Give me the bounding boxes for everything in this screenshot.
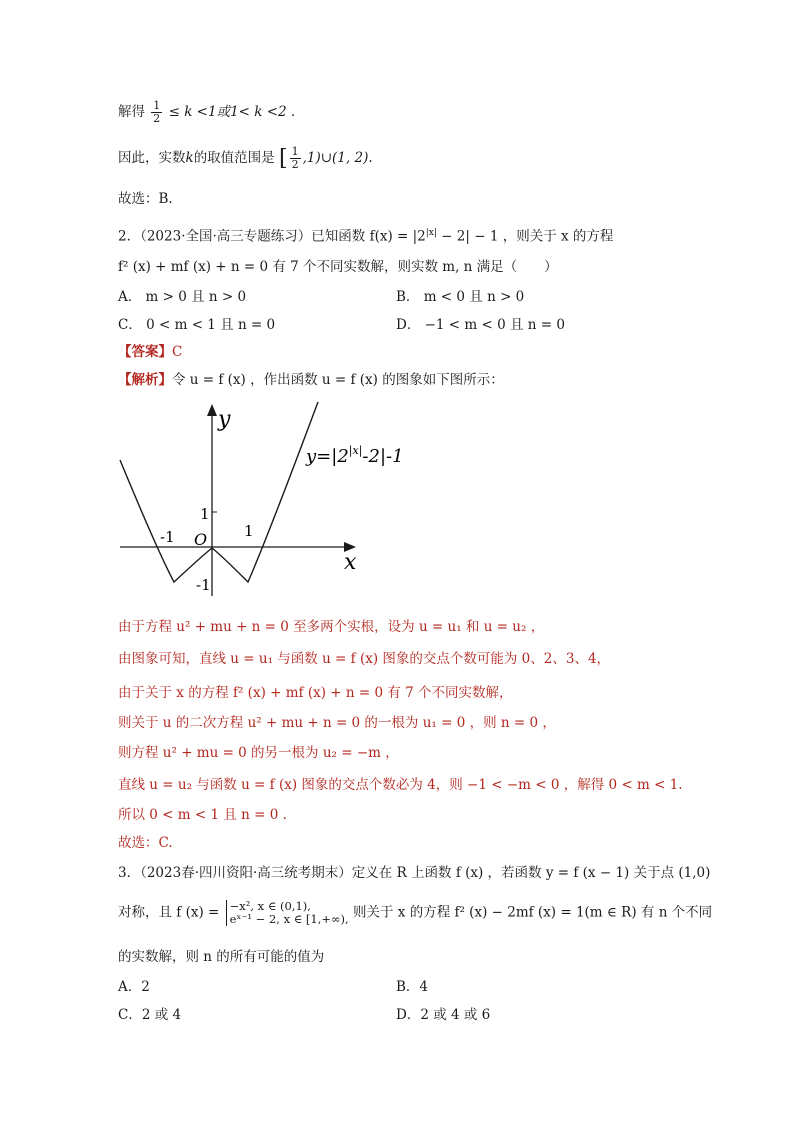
frac-num: 1 (153, 99, 161, 112)
frac-den: 2 (153, 112, 161, 125)
analysis-step-4: 则关于 u 的二次方程 u² + mu + n = 0 的一根为 u₁ = 0 ，则 n = 0 ， (118, 715, 556, 731)
frac-num: 1 (291, 145, 299, 158)
q3-option-d: D．2 或 4 或 6 (396, 1007, 491, 1023)
answer-tag: 【答案】 (118, 344, 172, 360)
q2-option-d: D． −1 < m < 0 且 n = 0 (396, 317, 565, 333)
text: 令 u = f (x) ，作出函数 u = f (x) 的图象如下图所示： (172, 372, 504, 388)
fraction (151, 100, 162, 125)
solution-line-2 (118, 146, 373, 171)
analysis-step-2: 由图象可知，直线 u = u₁ 与函数 u = f (x) 图象的交点个数可能为 0、2、3、4， (118, 651, 611, 667)
curve-label-sup: |x| (348, 444, 363, 457)
q2-option-c: C． 0 < m < 1 且 n = 0 (118, 317, 276, 333)
x-axis-label: x (344, 550, 357, 575)
text: 解得 (118, 104, 145, 120)
q2-option-b: B． m < 0 且 n > 0 (396, 289, 525, 305)
q3-option-c: C．2 或 4 (118, 1007, 182, 1023)
fraction (290, 146, 301, 171)
inequality: ≤ k <1或1< k <2 . (168, 104, 296, 120)
q3-option-b: B．4 (396, 979, 429, 995)
analysis-step-7: 所以 0 < m < 1 且 n = 0 . (118, 807, 287, 823)
analysis-step-8: 故选：C. (118, 835, 173, 851)
text: 2．（2023·全国·高三专题练习）已知函数 f(x) = |2 (118, 228, 426, 245)
x-tick-label-1: 1 (244, 522, 254, 540)
x-tick-label-neg1: -1 (160, 528, 175, 546)
var: k (185, 150, 194, 166)
text: . (368, 150, 373, 166)
analysis-step-5: 则方程 u² + mu = 0 的另一根为 u₂ = −m ， (118, 745, 399, 761)
piece-2: eˣ⁻¹ − 2, x ∈ [1,+∞), (229, 912, 349, 926)
curve-label-a: y=|2 (306, 446, 349, 467)
text: 对称，且 f (x) = (118, 904, 220, 921)
analysis-step-1: 由于方程 u² + mu + n = 0 至多两个实根，设为 u = u₁ 和 u = u₂ ， (118, 619, 545, 635)
curve-label-b: -2|-1 (362, 446, 404, 467)
curve-label (305, 444, 404, 467)
analysis-tag: 【解析】 (118, 372, 172, 388)
function-graph (110, 396, 404, 606)
q3-stem-3: 的实数解，则 n 的所有可能的值为 (118, 949, 325, 965)
text: − 2| − 1 ，则关于 x 的方程 (436, 228, 614, 245)
q2-option-a: A． m > 0 且 n > 0 (118, 289, 247, 305)
q3-stem-1: 3．（2023春·四川资阳·高三统考期末）定义在 R 上函数 f (x) ，若函数 y = f (x − 1) 关于点 (1,0) (118, 865, 711, 881)
frac-den: 2 (291, 158, 299, 171)
piecewise-function (226, 900, 349, 926)
piece-1: −x², x ∈ (0,1), (229, 899, 311, 913)
choose-b: 故选：B. (118, 191, 173, 207)
q2-answer (118, 341, 182, 363)
q3-option-a: A．2 (118, 979, 150, 995)
text: 因此，实数 (118, 150, 186, 166)
y-axis-label: y (218, 407, 231, 432)
q3-stem-2 (118, 900, 712, 926)
q2-stem-2: f² (x) + mf (x) + n = 0 有 7 个不同实数解，则实数 m, n 满足（ ） (118, 259, 558, 275)
interval: ,1)∪(1, 2) (302, 150, 369, 166)
exponent: |x| (425, 228, 437, 238)
q2-stem-1 (118, 222, 613, 248)
origin-label: O (194, 530, 208, 549)
y-axis-arrow (207, 404, 217, 416)
q2-analysis-intro (118, 369, 504, 391)
analysis-step-6: 直线 u = u₂ 与函数 u = f (x) 图象的交点个数必为 4，则 −1 < −m < 0 ，解得 0 < m < 1. (118, 777, 683, 793)
analysis-step-3: 由于关于 x 的方程 f² (x) + mf (x) + n = 0 有 7 个不同实数解， (118, 685, 513, 701)
text: 则关于 x 的方程 f² (x) − 2mf (x) = 1(m ∈ R) 有 n 个不同 (353, 904, 713, 921)
text: 的取值范围是 (193, 150, 275, 166)
y-tick-label-1: 1 (200, 505, 210, 523)
y-tick-label-neg1: -1 (196, 576, 211, 594)
solution-line-1 (118, 100, 295, 125)
answer-value: C (172, 344, 183, 360)
bracket: [ (278, 146, 288, 171)
